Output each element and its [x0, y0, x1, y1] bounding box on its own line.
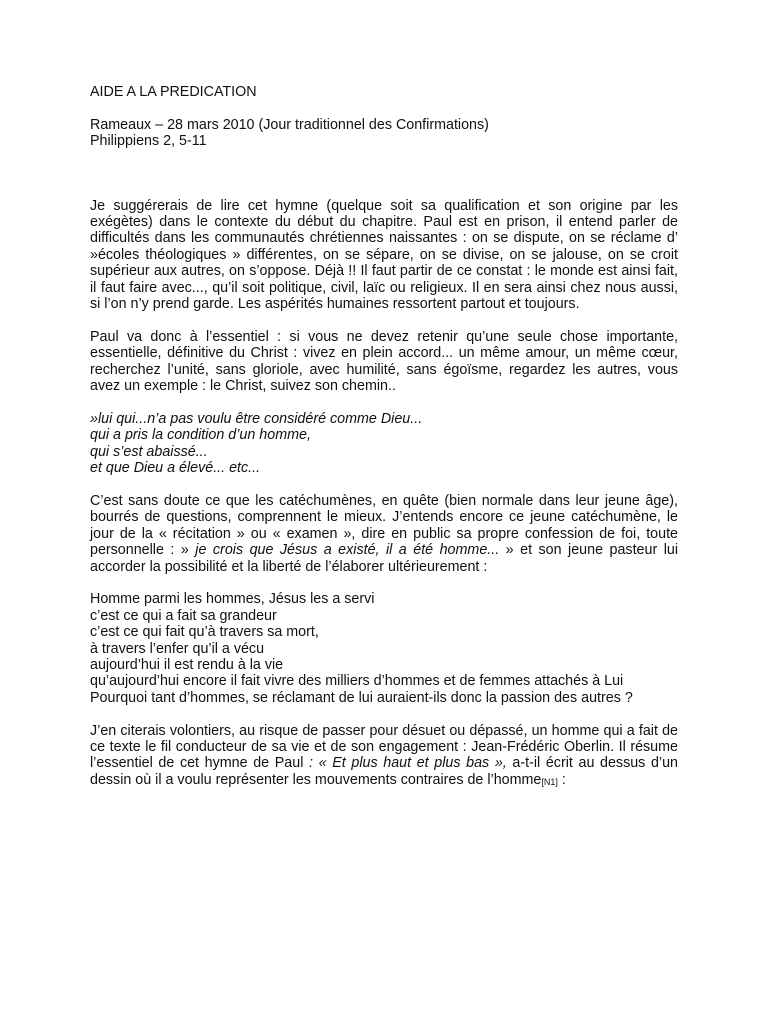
scripture-reference: Philippiens 2, 5-11: [90, 133, 207, 150]
hymn-quote-line: qui a pris la condition d’un homme,: [90, 427, 311, 444]
hymn-quote-line: et que Dieu a élevé... etc...: [90, 460, 261, 477]
paragraph-3: [90, 493, 678, 575]
paragraph-3-end: » et son jeune pasteur lui accorder la possibilité et la liberté de l’élaborer ultérieurement :: [90, 542, 678, 575]
poem-line: qu’aujourd’hui encore il fait vivre des milliers d’hommes et de femmes attachés à Lui: [90, 673, 624, 690]
paragraph-4-tail: :: [557, 771, 566, 788]
poem-line: aujourd’hui il est rendu à la vie: [90, 656, 284, 673]
poem-line: à travers l’enfer qu’il a vécu: [90, 640, 265, 657]
poem-line: Homme parmi les hommes, Jésus les a servi: [90, 591, 375, 608]
paragraph-4-text: J’en citerais volontiers, au risque de passer pour désuet ou dépassé, un homme qui a fait de ce texte le fil conducteur de sa vie et de son engagement : Jean-Frédéric Oberlin. Il résume l’essentiel de cet hymne de Paul: [90, 722, 678, 772]
poem-line: c’est ce qui a fait sa grandeur: [90, 607, 277, 624]
paragraph-4: [90, 723, 678, 790]
document-page: [90, 84, 678, 789]
hymn-quote-line: »lui qui...n’a pas voulu être considéré comme Dieu...: [90, 410, 423, 427]
paragraph-4-italic: : « Et plus haut et plus bas »,: [303, 755, 507, 772]
paragraph-1: Je suggérerais de lire cet hymne (quelque soit sa qualification et son origine par les exégètes) dans le contexte du début du chapitre. Paul est en prison, il entend parler de difficultés dans les communautés chrétiennes naissantes : on se dispute, on se réclame d’ »écoles théologiques » différentes, on se sépare, on se divise, on se jalouse, on se croit supérieur aux autres, on s’oppose. Déjà !! Il faut partir de ce constat : le monde est ainsi fait, il faut faire avec..., qu’il soit politique, civil, laïc ou religieux. Il en sera ainsi chez nous aussi, si l’on n’y prend garde. Les aspérités humaines ressortent partout et toujours.: [90, 197, 678, 313]
occasion-line: Rameaux – 28 mars 2010 (Jour traditionnel des Confirmations): [90, 116, 489, 133]
paragraph-2: Paul va donc à l’essentiel : si vous ne devez retenir qu’une seule chose importante, essentielle, définitive du Christ : vivez en plein accord... un même amour, un même cœur, recherchez l’unité, sans gloriole, avec humilité, sans égoïsme, regardez les autres, vous avez un exemple : le Christ, suivez son chemin..: [90, 328, 678, 395]
document-title: AIDE A LA PREDICATION: [90, 84, 257, 100]
poem-line: c’est ce qui fait qu’à travers sa mort,: [90, 624, 319, 641]
hymn-quote-line: qui s’est abaissé...: [90, 443, 208, 460]
hymn-quote: [90, 411, 678, 477]
poem-last-line: Pourquoi tant d’hommes, se réclamant de lui auraient-ils donc la passion des autres ?: [90, 689, 633, 706]
paragraph-4-end: a-t-il écrit au dessus d’un dessin où il a voulu représenter les mouvements contraires de l’homme: [90, 755, 679, 788]
confession-poem: [90, 591, 678, 706]
paragraph-3-italic: je crois que Jésus a existé, il a été homme...: [188, 542, 500, 559]
footnote-marker[interactable]: [N1]: [541, 776, 558, 787]
paragraph-3-text: C’est sans doute ce que les catéchumènes, en quête (bien normale dans leur jeune âge), bourrés de questions, comprennent le mieux. J’entends encore ce jeune catéchumène, le jour de la « récitation » ou « examen », dire en public sa propre confession de foi, toute personnelle : »: [90, 492, 678, 559]
